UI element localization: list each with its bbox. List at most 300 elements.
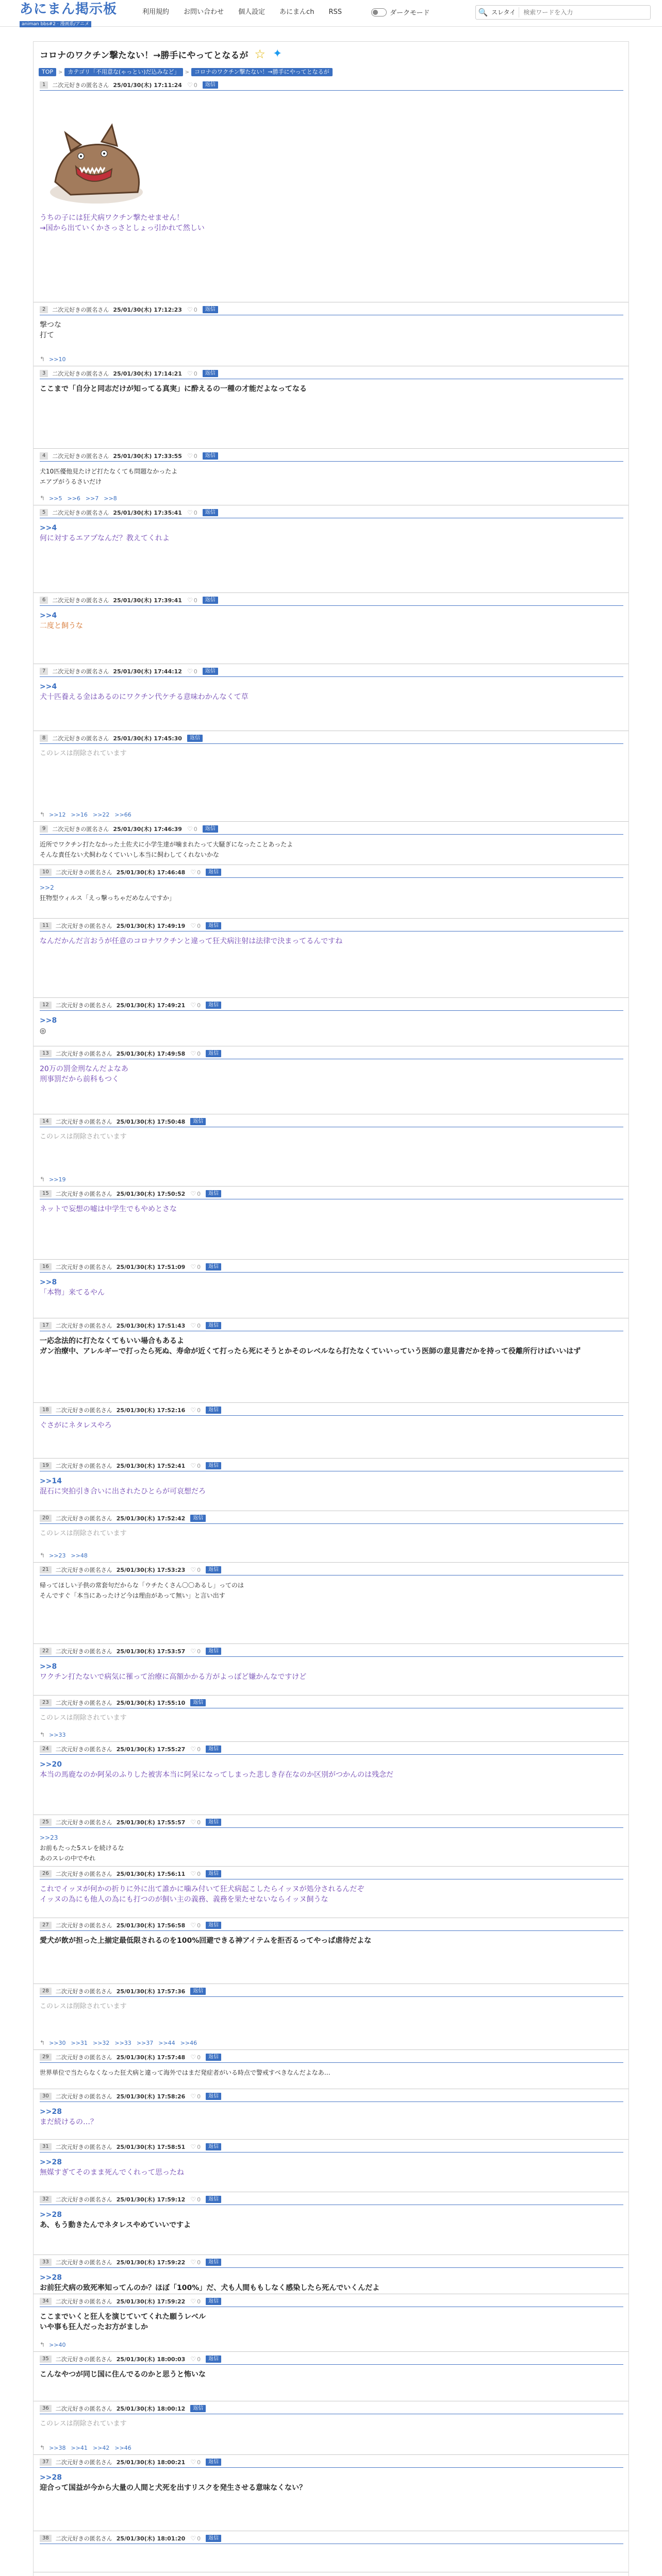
like-heart-icon[interactable]: ♡ <box>190 2143 196 2150</box>
post-date: 25/01/30(木) 17:51:43 <box>116 1323 186 1329</box>
post-3 <box>34 366 628 449</box>
thread-header <box>34 42 628 66</box>
like-heart-icon[interactable]: ♡ <box>190 1745 196 1753</box>
like-heart-icon[interactable]: ♡ <box>190 1462 196 1469</box>
post-body <box>40 839 619 860</box>
search-icon[interactable]: 🔍 <box>478 8 488 17</box>
share-icon[interactable]: ↰ <box>40 2341 45 2348</box>
like-count: 0 <box>197 1322 201 1329</box>
post-text-line: ここまでいくと狂人を演じていてくれた願うレベル <box>40 2313 206 2321</box>
like-count: 0 <box>197 2535 201 2542</box>
post-number[interactable]: 34 <box>40 2298 52 2305</box>
post-number[interactable]: 5 <box>40 509 48 516</box>
reply-link[interactable]: >>12 <box>49 811 66 818</box>
post-date: 25/01/30(木) 17:58:51 <box>116 2144 186 2150</box>
like-heart-icon[interactable]: ♡ <box>190 2298 196 2305</box>
post-31 <box>34 2140 628 2192</box>
post-author: 二次元好きの匿名さん <box>52 597 109 604</box>
post-number[interactable]: 9 <box>40 825 48 833</box>
reply-button[interactable]: 返信 <box>203 370 218 377</box>
reply-links <box>40 2341 71 2348</box>
reply-link[interactable]: >>23 <box>49 1552 66 1559</box>
post-divider <box>40 1930 623 1931</box>
like-count: 0 <box>197 869 201 876</box>
post-body <box>40 523 619 544</box>
reply-button[interactable]: 返信 <box>206 1322 221 1329</box>
reply-button[interactable]: 返信 <box>206 1648 221 1655</box>
post-meta <box>40 1514 206 1522</box>
post-body <box>40 1204 619 1214</box>
post-text-line: このレスは削除されています <box>40 2003 127 2010</box>
reply-button[interactable]: 返信 <box>206 1002 221 1009</box>
post-date: 25/01/30(木) 17:59:12 <box>116 2196 186 2203</box>
post-number[interactable]: 25 <box>40 1819 52 1826</box>
post-meta <box>40 1049 221 1058</box>
post-number[interactable]: 28 <box>40 1988 52 1995</box>
like-count: 0 <box>197 1566 201 1573</box>
post-text-line: 迎合って国益が今から大量の人間と犬死を出すリスクを発生させる意味なくない？ <box>40 2484 307 2492</box>
reply-button[interactable]: 返信 <box>206 2054 221 2061</box>
reply-anchor-link[interactable]: >>2 <box>40 884 54 891</box>
post-number[interactable]: 4 <box>40 452 48 460</box>
like-heart-icon[interactable]: ♡ <box>187 668 193 675</box>
post-meta <box>40 2534 221 2543</box>
share-icon[interactable]: ↰ <box>40 2039 45 2046</box>
post-author: 二次元好きの匿名さん <box>55 1002 112 1009</box>
reply-button[interactable]: 返信 <box>206 1462 221 1469</box>
post-body <box>40 2419 619 2429</box>
post-number[interactable]: 38 <box>40 2535 52 2542</box>
reply-link[interactable]: >>38 <box>49 2444 66 2451</box>
share-icon[interactable]: ↰ <box>40 1176 45 1183</box>
reply-link[interactable]: >>7 <box>85 495 99 502</box>
reply-button[interactable]: 返信 <box>203 597 218 604</box>
post-body <box>40 1833 619 1863</box>
reply-link[interactable]: >>33 <box>114 2039 131 2046</box>
post-meta <box>40 1321 221 1330</box>
favorite-star-icon[interactable]: ☆ <box>254 47 266 61</box>
reply-link[interactable]: >>37 <box>136 2039 154 2046</box>
reply-button[interactable]: 返信 <box>206 2143 221 2150</box>
reply-link[interactable]: >>40 <box>49 2341 66 2348</box>
reply-link[interactable]: >>31 <box>71 2039 88 2046</box>
dark-mode-toggle[interactable] <box>371 8 387 16</box>
like-heart-icon[interactable]: ♡ <box>190 1922 196 1929</box>
post-text-line: そんですぐ「本当にあったけど今は理由があって無い」と言い出す <box>40 1592 225 1599</box>
post-meta <box>40 2258 221 2266</box>
post-author: 二次元好きの匿名さん <box>55 1819 112 1826</box>
reply-anchor-link[interactable]: >>28 <box>40 2158 62 2166</box>
reply-button[interactable]: 返信 <box>206 1050 221 1057</box>
like-heart-icon[interactable]: ♡ <box>190 2093 196 2100</box>
reply-link[interactable]: >>8 <box>104 495 117 502</box>
post-meta <box>40 306 218 314</box>
reply-link[interactable]: >>19 <box>49 1176 66 1183</box>
like-count: 0 <box>197 2355 201 2363</box>
post-date: 25/01/30(木) 17:55:57 <box>116 1819 186 1826</box>
reply-button[interactable]: 返信 <box>206 922 221 929</box>
nav-settings[interactable]: 個人設定 <box>238 8 266 16</box>
like-count: 0 <box>197 2196 201 2203</box>
post-meta <box>40 1117 206 1126</box>
post-16 <box>34 1260 628 1318</box>
reply-button[interactable]: 返信 <box>206 1263 221 1270</box>
post-number[interactable]: 18 <box>40 1406 52 1414</box>
reply-button[interactable]: 返信 <box>203 306 218 313</box>
post-author: 二次元好きの匿名さん <box>55 1922 112 1929</box>
reply-anchor-link[interactable]: >>8 <box>40 1278 57 1286</box>
post-text-line: 犬十匹養える金はあるのにワクチン代ケチる意味わかんなくて草 <box>40 693 249 701</box>
post-body <box>40 1529 619 1539</box>
post-32 <box>34 2192 628 2255</box>
post-text-line: このレスは削除されています <box>40 1133 127 1141</box>
nav-animanch[interactable]: あにまんch <box>279 8 315 16</box>
like-heart-icon[interactable]: ♡ <box>187 306 193 313</box>
reply-link[interactable]: >>10 <box>49 355 66 363</box>
reply-links <box>40 2039 202 2046</box>
reply-link[interactable]: >>22 <box>92 811 110 818</box>
post-body <box>40 384 619 394</box>
nav-terms[interactable]: 利用規約 <box>142 8 170 16</box>
like-heart-icon[interactable]: ♡ <box>190 2054 196 2061</box>
like-heart-icon[interactable]: ♡ <box>190 2355 196 2363</box>
post-2 <box>34 302 628 366</box>
post-date: 25/01/30(木) 17:44:12 <box>113 668 182 675</box>
like-count: 0 <box>197 2054 201 2061</box>
reply-anchor-link[interactable]: >>4 <box>40 612 57 620</box>
post-date: 25/01/30(木) 17:59:22 <box>116 2298 186 2305</box>
post-body <box>40 883 619 903</box>
post-30 <box>34 2089 628 2140</box>
post-33 <box>34 2255 628 2294</box>
post-number[interactable]: 2 <box>40 306 48 313</box>
like-heart-icon[interactable]: ♡ <box>190 2259 196 2266</box>
post-body <box>40 2157 619 2178</box>
share-icon[interactable]: ↰ <box>40 355 45 363</box>
reply-button[interactable]: 返信 <box>190 1699 206 1706</box>
post-author: 二次元好きの匿名さん <box>55 1515 112 1522</box>
post-author: 二次元好きの匿名さん <box>55 1407 112 1414</box>
reply-button[interactable]: 返信 <box>206 1406 221 1414</box>
post-text-line: 愛犬が飲が担った上揃定最低限されるのを100%回避できる神アイテムを拒否るってやっぱ虐待だよな <box>40 1937 372 1945</box>
post-15 <box>34 1187 628 1260</box>
post-number[interactable]: 12 <box>40 1002 52 1009</box>
like-heart-icon[interactable]: ♡ <box>187 370 193 377</box>
reply-button[interactable]: 返信 <box>206 1190 221 1197</box>
site-header <box>0 0 662 27</box>
post-date: 25/01/30(木) 17:49:58 <box>116 1050 186 1057</box>
post-text-line: ガン治療中、アレルギーで打ったら死ぬ、寿命が近くて打ったら死にそうとかそのレベルなら打たなくていいっていう医師の意見書だかを持って役離所行けばいいはず <box>40 1347 581 1355</box>
search-scope-select[interactable]: スレタイ <box>490 7 519 18</box>
post-text-line: うちの子には狂犬病ワクチン撃たせません！ <box>40 214 184 222</box>
reply-anchor-link[interactable]: >>28 <box>40 2108 62 2116</box>
reply-button[interactable]: 返信 <box>206 1819 221 1826</box>
reply-link[interactable]: >>46 <box>180 2039 197 2046</box>
post-body <box>40 1277 619 1298</box>
reply-link[interactable]: >>33 <box>49 1731 66 1738</box>
reply-anchor-link[interactable]: >>14 <box>40 1477 62 1485</box>
post-number[interactable]: 32 <box>40 2196 52 2203</box>
like-heart-icon[interactable]: ♡ <box>187 597 193 604</box>
share-icon[interactable]: ↰ <box>40 495 45 502</box>
post-number[interactable]: 13 <box>40 1050 52 1057</box>
post-author: 二次元好きの匿名さん <box>55 1323 112 1329</box>
post-text-line: 何に対するエアプなんだ？教えてくれよ <box>40 534 170 543</box>
like-heart-icon[interactable]: ♡ <box>187 825 193 833</box>
reply-links <box>40 1552 93 1559</box>
post-text-line: 狂物型ウィルス「えっ撃っちゃだめなんですか」 <box>40 894 175 902</box>
reply-button[interactable]: 返信 <box>206 869 221 876</box>
nav-contact[interactable]: お問い合わせ <box>184 8 224 16</box>
like-heart-icon[interactable]: ♡ <box>190 869 196 876</box>
reply-anchor-link[interactable]: >>23 <box>40 1834 58 1841</box>
post-number[interactable]: 23 <box>40 1699 52 1706</box>
like-count: 0 <box>197 2143 201 2150</box>
post-author: 二次元好きの匿名さん <box>55 1050 112 1057</box>
reply-anchor-link[interactable]: >>28 <box>40 2274 62 2282</box>
post-number[interactable]: 37 <box>40 2459 52 2466</box>
reply-link[interactable]: >>32 <box>92 2039 110 2046</box>
post-number[interactable]: 16 <box>40 1263 52 1270</box>
post-meta <box>40 1190 221 1198</box>
like-heart-icon[interactable]: ♡ <box>190 1648 196 1655</box>
reply-link[interactable]: >>66 <box>114 811 131 818</box>
like-heart-icon[interactable]: ♡ <box>190 1870 196 1877</box>
nav-rss[interactable]: RSS <box>328 8 342 16</box>
reply-button[interactable]: 返信 <box>190 1988 206 1995</box>
reply-anchor-link[interactable]: >>8 <box>40 1016 57 1025</box>
post-meta <box>40 1566 221 1574</box>
post-20 <box>34 1511 628 1563</box>
share-icon[interactable]: ↰ <box>40 2444 45 2451</box>
reply-button[interactable]: 返信 <box>206 1566 221 1573</box>
post-number[interactable]: 14 <box>40 1118 52 1125</box>
post-author: 二次元好きの匿名さん <box>55 1700 112 1706</box>
reply-button[interactable]: 返信 <box>206 2535 221 2542</box>
post-4 <box>34 449 628 505</box>
post-text-line: こんなやつが同じ国に住んでるのかと思うと怖いな <box>40 2370 206 2379</box>
post-date: 25/01/30(木) 17:49:21 <box>116 1002 186 1009</box>
reply-button[interactable]: 返信 <box>190 1515 206 1522</box>
like-count: 0 <box>197 1462 201 1469</box>
reply-anchor-link[interactable]: >>20 <box>40 1760 62 1769</box>
reply-link[interactable]: >>16 <box>71 811 88 818</box>
post-author: 二次元好きの匿名さん <box>55 2196 112 2203</box>
like-count: 0 <box>197 1745 201 1753</box>
post-text-line: ここまで「自分と同志だけが知ってる真実」に酔えるの一種の才能だよなってなる <box>40 385 307 393</box>
post-meta <box>40 2053 221 2061</box>
twitter-share-icon[interactable]: ✦ <box>272 47 283 60</box>
like-heart-icon[interactable]: ♡ <box>187 81 193 89</box>
post-divider <box>40 2364 623 2365</box>
post-7 <box>34 664 628 731</box>
post-19 <box>34 1459 628 1511</box>
reply-links <box>40 355 71 363</box>
post-1 <box>34 78 628 302</box>
post-date: 25/01/30(木) 17:50:48 <box>116 1118 186 1125</box>
reply-link[interactable]: >>44 <box>158 2039 175 2046</box>
post-divider <box>40 90 623 91</box>
reply-button[interactable]: 返信 <box>206 1922 221 1929</box>
reply-anchor-link[interactable]: >>28 <box>40 2211 62 2219</box>
post-number[interactable]: 20 <box>40 1515 52 1522</box>
like-heart-icon[interactable]: ♡ <box>190 1566 196 1573</box>
reply-anchor-link[interactable]: >>28 <box>40 2473 62 2482</box>
post-number[interactable]: 17 <box>40 1322 52 1329</box>
post-divider <box>40 2467 623 2468</box>
reply-button[interactable]: 返信 <box>206 2355 221 2363</box>
reply-links <box>40 2444 137 2451</box>
post-number[interactable]: 22 <box>40 1648 52 1655</box>
reply-link[interactable]: >>5 <box>49 495 62 502</box>
like-heart-icon[interactable]: ♡ <box>190 1050 196 1057</box>
post-body <box>40 749 619 759</box>
reply-link[interactable]: >>48 <box>71 1552 88 1559</box>
post-text-line: このレスは削除されています <box>40 1714 127 1722</box>
post-text-line: ◎ <box>40 1027 46 1035</box>
post-number[interactable]: 15 <box>40 1190 52 1197</box>
post-date: 25/01/30(木) 17:49:19 <box>116 923 186 929</box>
post-number[interactable]: 1 <box>40 81 48 89</box>
post-body <box>40 1713 619 1723</box>
post-37 <box>34 2455 628 2531</box>
like-count: 0 <box>193 306 197 313</box>
post-meta <box>40 2297 221 2306</box>
reply-links <box>40 1176 71 1183</box>
reply-anchor-link[interactable]: >>4 <box>40 683 57 691</box>
like-heart-icon[interactable]: ♡ <box>190 922 196 929</box>
post-number[interactable]: 30 <box>40 2093 52 2100</box>
like-heart-icon[interactable]: ♡ <box>190 2196 196 2203</box>
reply-link[interactable]: >>41 <box>71 2444 88 2451</box>
reply-button[interactable]: 返信 <box>203 668 218 675</box>
reply-anchor-link[interactable]: >>8 <box>40 1663 57 1671</box>
breadcrumb-thread[interactable]: コロナのワクチン撃たない！→勝手にやってとなるが <box>191 68 333 76</box>
post-date: 25/01/30(木) 17:55:27 <box>116 1746 186 1753</box>
like-count: 0 <box>197 2093 201 2100</box>
post-divider <box>40 1010 623 1011</box>
post-meta <box>40 868 221 876</box>
like-heart-icon[interactable]: ♡ <box>190 1002 196 1009</box>
post-meta <box>40 596 218 604</box>
like-heart-icon[interactable]: ♡ <box>190 1406 196 1414</box>
like-heart-icon[interactable]: ♡ <box>190 1819 196 1826</box>
post-meta <box>40 2355 221 2363</box>
reply-button[interactable]: 返信 <box>206 1745 221 1753</box>
reply-link[interactable]: >>30 <box>49 2039 66 2046</box>
reply-links <box>40 1731 71 1738</box>
post-divider <box>40 877 623 878</box>
post-number[interactable]: 7 <box>40 668 48 675</box>
post-meta <box>40 1406 221 1414</box>
share-icon[interactable]: ↰ <box>40 811 45 818</box>
post-date: 25/01/30(木) 17:39:41 <box>113 597 182 604</box>
reply-button[interactable]: 返信 <box>206 1870 221 1877</box>
like-heart-icon[interactable]: ♡ <box>190 1322 196 1329</box>
search-input[interactable] <box>519 9 650 16</box>
post-meta <box>40 1263 221 1271</box>
post-date: 25/01/30(木) 18:00:03 <box>116 2356 186 2363</box>
post-image[interactable] <box>40 105 153 218</box>
dark-mode[interactable] <box>371 7 429 17</box>
post-number[interactable]: 8 <box>40 735 48 742</box>
reply-button[interactable]: 返信 <box>206 2196 221 2203</box>
like-heart-icon[interactable]: ♡ <box>190 1263 196 1270</box>
post-number[interactable]: 36 <box>40 2405 52 2412</box>
reply-link[interactable]: >>6 <box>67 495 80 502</box>
post-meta <box>40 1987 206 1995</box>
post-text-line: いや事も狂人だったお方がましか <box>40 2323 148 2331</box>
post-date: 25/01/30(木) 17:52:16 <box>116 1407 186 1414</box>
post-number[interactable]: 27 <box>40 1922 52 1929</box>
reply-button[interactable]: 返信 <box>190 1118 206 1125</box>
like-heart-icon[interactable]: ♡ <box>187 452 193 460</box>
reply-link[interactable]: >>46 <box>114 2444 131 2451</box>
breadcrumb-category[interactable]: カテゴリ「不用意な(ゃっとい)だ込みなど」 <box>64 68 183 76</box>
reply-button[interactable]: 返信 <box>203 452 218 460</box>
post-divider <box>40 1996 623 1997</box>
post-number[interactable]: 10 <box>40 869 52 876</box>
like-heart-icon[interactable]: ♡ <box>187 509 193 516</box>
reply-button[interactable]: 返信 <box>206 2298 221 2305</box>
post-text-line: 世界単位で当たらなくなった狂犬病と違って海外ではまだ発症者がいる時点で警戒すべきなんだよなあ… <box>40 2069 330 2076</box>
share-icon[interactable]: ↰ <box>40 1552 45 1559</box>
post-text-line: なんだかんだ言おうが任意のコロナワクチンと違って狂犬病注射は法律で決まってるんですね <box>40 937 343 945</box>
post-number[interactable]: 3 <box>40 370 48 377</box>
post-11 <box>34 919 628 998</box>
share-icon[interactable]: ↰ <box>40 1731 45 1738</box>
reply-button[interactable]: 返信 <box>206 2259 221 2266</box>
post-number[interactable]: 35 <box>40 2355 52 2363</box>
like-heart-icon[interactable]: ♡ <box>190 2535 196 2542</box>
post-number[interactable]: 31 <box>40 2143 52 2150</box>
post-number[interactable]: 29 <box>40 2054 52 2061</box>
reply-button[interactable]: 返信 <box>206 2093 221 2100</box>
breadcrumb-top[interactable]: TOP <box>39 68 56 76</box>
reply-button[interactable]: 返信 <box>203 509 218 516</box>
reply-button[interactable]: 返信 <box>203 825 218 833</box>
site-logo[interactable] <box>20 1 117 27</box>
post-number[interactable]: 6 <box>40 597 48 604</box>
post-number[interactable]: 24 <box>40 1745 52 1753</box>
post-9 <box>34 822 628 865</box>
reply-button[interactable]: 返信 <box>190 2405 206 2412</box>
post-list <box>34 78 628 2576</box>
post-date: 25/01/30(木) 17:46:48 <box>116 869 186 876</box>
like-heart-icon[interactable]: ♡ <box>190 2459 196 2466</box>
reply-link[interactable]: >>42 <box>92 2444 110 2451</box>
post-author: 二次元好きの匿名さん <box>52 82 109 89</box>
dark-mode-label: ダークモード <box>390 9 430 17</box>
post-number[interactable]: 33 <box>40 2259 52 2266</box>
post-number[interactable]: 26 <box>40 1870 52 1877</box>
post-number[interactable]: 21 <box>40 1566 52 1573</box>
like-count: 0 <box>197 1263 201 1270</box>
post-author: 二次元好きの匿名さん <box>52 510 109 516</box>
post-author: 二次元好きの匿名さん <box>52 370 109 377</box>
post-meta <box>40 1462 221 1470</box>
reply-button[interactable]: 返信 <box>206 2459 221 2466</box>
post-number[interactable]: 19 <box>40 1462 52 1469</box>
post-number[interactable]: 11 <box>40 922 52 929</box>
post-date: 25/01/30(木) 18:00:21 <box>116 2459 186 2466</box>
reply-button[interactable]: 返信 <box>187 735 203 742</box>
reply-button[interactable]: 返信 <box>203 81 218 89</box>
post-date: 25/01/30(木) 17:11:24 <box>113 82 182 89</box>
like-heart-icon[interactable]: ♡ <box>190 1190 196 1197</box>
post-12 <box>34 998 628 1046</box>
reply-anchor-link[interactable]: >>4 <box>40 524 57 532</box>
